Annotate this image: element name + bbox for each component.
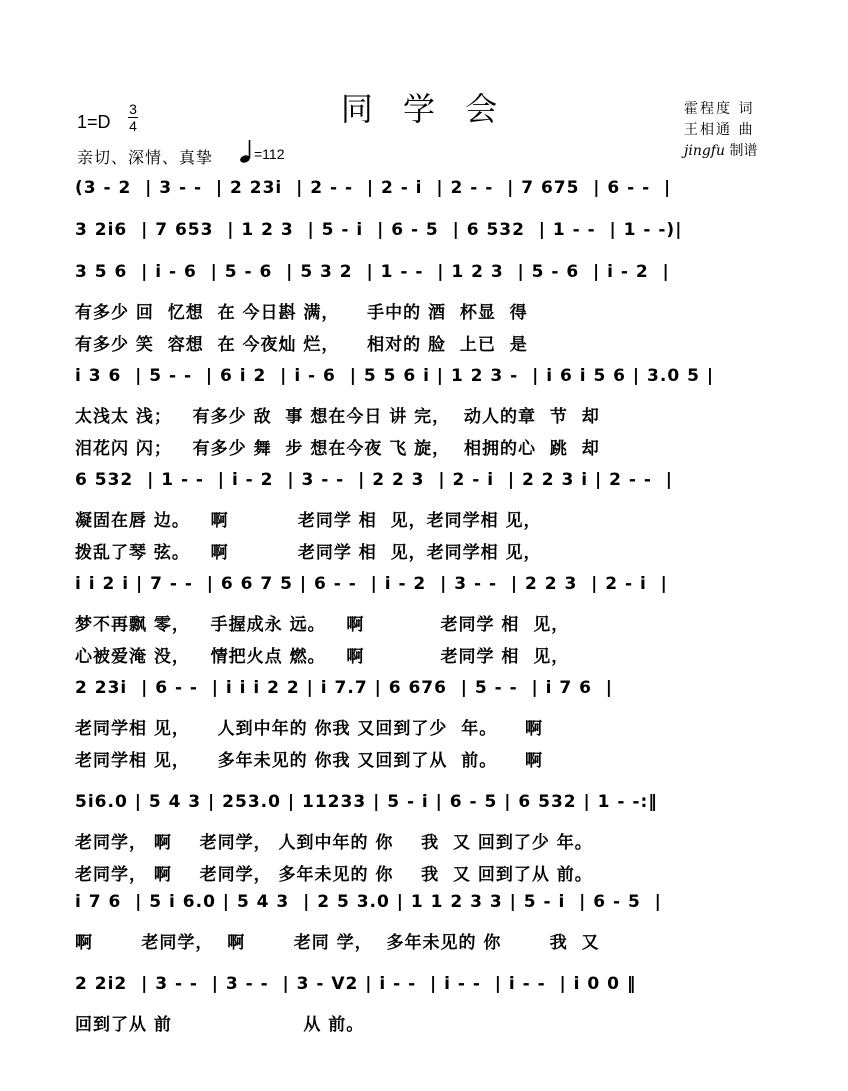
lyric-line-3-2: 有多少 笑 容想 在 今夜灿 烂， 相对的 脸 上已 是 [75, 335, 528, 355]
jianpu-row-7: 2 23i | 6 - - | i i i 2 2 | i 7.7 | 6 676 | 5 - - | i 7 6 | [75, 678, 614, 698]
jianpu-row-10: 2 2i2 | 3 - - | 3 - - | 3 - V2 | i - - | i - - | i - - | i 0 0 ‖ [75, 974, 637, 994]
lyric-line-8-2: 老同学， 啊 老同学， 多年未见的 你 我 又 回到了从 前。 [75, 865, 593, 885]
time-sig-top: 3 [129, 101, 137, 117]
lyric-line-9-1: 啊 老同学， 啊 老同 学， 多年未见的 你 我 又 [75, 933, 600, 953]
jianpu-row-6: i i 2 i | 7 - - | 6 6 7 5 | 6 - - | i - 2 | 3 - - | 2 2 3 | 2 - i | [75, 574, 668, 594]
lyric-line-3-1: 有多少 回 忆想 在 今日斟 满， 手中的 酒 杯显 得 [75, 303, 528, 323]
lyric-line-6-2: 心被爱淹 没， 情把火点 燃。 啊 老同学 相 见， [75, 647, 570, 667]
time-sig-bottom: 4 [129, 118, 137, 134]
key-signature: 1=D [77, 112, 111, 132]
transcriber-name: jingfu [684, 143, 725, 159]
lyric-line-7-2: 老同学相 见， 多年未见的 你我 又回到了从 前。 啊 [75, 751, 543, 771]
lyric-line-5-2: 拨乱了琴 弦。 啊 老同学 相 见，老同学相 见， [75, 543, 542, 563]
tempo-marking: =112 [254, 146, 285, 162]
jianpu-row-8: 5i6.0 | 5 4 3 | 253.0 | 11233 | 5 - i | 6 - 5 | 6 532 | 1 - -:‖ [75, 792, 658, 812]
lyric-line-6-1: 梦不再飘 零， 手握成永 远。 啊 老同学 相 见， [75, 615, 570, 635]
jianpu-row-5: 6 532 | 1 - - | i - 2 | 3 - - | 2 2 3 | 2 - i | 2 2 3 i | 2 - - | [75, 470, 673, 490]
jianpu-row-9: i 7 6 | 5 i 6.0 | 5 4 3 | 2 5 3.0 | 1 1 2 3 3 | 5 - i | 6 - 5 | [75, 892, 662, 912]
lyric-line-4-2: 泪花闪 闪； 有多少 舞 步 想在今夜 飞 旋， 相拥的心 跳 却 [75, 439, 600, 459]
transcriber-credit [684, 140, 757, 160]
lyric-line-5-1: 凝固在唇 边。 啊 老同学 相 见，老同学相 见， [75, 511, 542, 531]
lyric-line-7-1: 老同学相 见， 人到中年的 你我 又回到了少 年。 啊 [75, 719, 543, 739]
lyric-line-8-1: 老同学， 啊 老同学， 人到中年的 你 我 又 回到了少 年。 [75, 833, 593, 853]
jianpu-row-1: (3 - 2 | 3 - - | 2 23i | 2 - - | 2 - i | 2 - - | 7 675 | 6 - - | [75, 178, 672, 198]
time-signature [128, 102, 138, 133]
jianpu-row-2: 3 2i6 | 7 653 | 1 2 3 | 5 - i | 6 - 5 | 6 532 | 1 - - | 1 - -)| [75, 220, 683, 240]
jianpu-row-3: 3 5 6 | i - 6 | 5 - 6 | 5 3 2 | 1 - - | 1 2 3 | 5 - 6 | i - 2 | [75, 262, 670, 282]
song-title: 同 学 会 [340, 90, 508, 128]
jianpu-row-4: i 3 6 | 5 - - | 6 i 2 | i - 6 | 5 5 6 i | 1 2 3 - | i 6 i 5 6 | 3.0 5 | [75, 366, 715, 386]
lyric-line-4-1: 太浅太 浅； 有多少 敌 事 想在今日 讲 完， 动人的章 节 却 [75, 407, 600, 427]
lyricist-credit: 霍程度 词 [684, 101, 755, 117]
transcriber-suffix: 制谱 [725, 143, 758, 159]
lyric-line-10-1: 回到了从 前 从 前。 [75, 1015, 365, 1035]
expression-marking: 亲切、深情、真挚 [77, 148, 214, 167]
composer-credit: 王相通 曲 [684, 122, 755, 138]
